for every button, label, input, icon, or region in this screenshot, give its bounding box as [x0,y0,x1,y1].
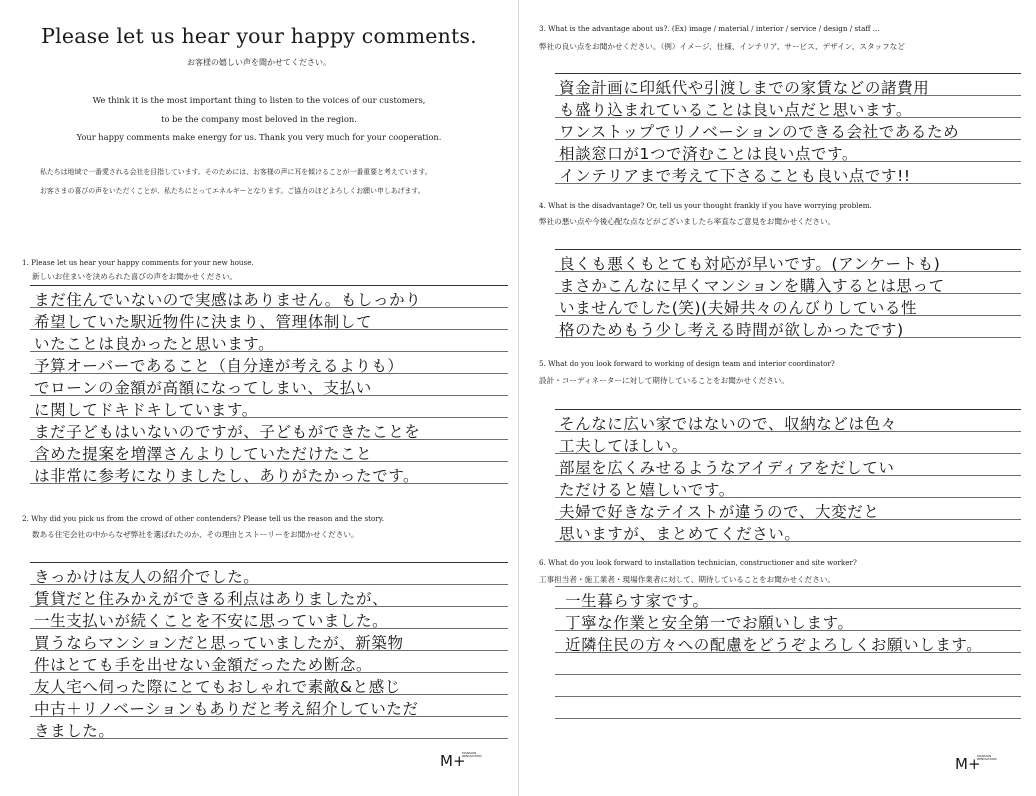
answer-6-line: 一生暮らす家です。 [565,592,709,610]
intro-ja-line-1: 私たちは地域で一番愛される会社を目指しています。そのためには、お客様の声に耳を傾けることが一番重要と考えています。 [40,168,432,176]
intro-line-1: We think it is the most important thing to listen to the voices of our customers, [92,95,426,105]
answer-2-line: 件はとても手を出せない金額だったため断念。 [34,656,373,674]
answer-1-line: まだ住んでいないので実感はありません。もしっかり [34,291,422,309]
logo-text: M+ [955,755,981,773]
question-2-ja: 数ある住宅会社の中からなぜ弊社を選ばれたのか、その理由とストーリーをお聞かせください。 [32,530,359,539]
answer-1-line: いたことは良かったと思います。 [34,335,275,353]
question-5-en: 5. What do you look forward to working of design team and interior coordinator? [539,359,835,368]
intro-line-3: Your happy comments make energy for us. Thank you very much for your cooperation. [76,132,442,142]
answer-5-line: 夫婦で好きなテイストが違うので、大変だと [559,503,880,521]
answer-2-line: 賃貸だと住みかえができる利点はありましたが、 [34,590,389,608]
answer-2-line: 一生支払いが続くことを不安に思っていました。 [34,612,389,630]
question-3-en: 3. What is the advantage about us?. (Ex) image / material / interior / service / design / staff ... [539,24,880,33]
question-1-en: 1. Please let us hear your happy comments for your new house. [22,258,254,267]
answer-1-line: 希望していた駅近物件に決まり、管理体制して [34,313,373,331]
question-4-ja: 弊社の悪い点や今後心配な点などがございましたら率直なご意見をお聞かせください。 [539,217,836,226]
intro-line-2: to be the company most beloved in the region. [161,114,357,124]
answer-1-line: 含めた提案を増澤さんよりしていただけたこと [34,445,373,463]
page-title: Please let us hear your happy comments. [41,24,477,48]
answer-2-line: 買うならマンションだと思っていましたが、新築物 [34,634,404,652]
answer-1-line: は非常に参考になりましたし、ありがたかったです。 [34,467,420,485]
answer-2-line: きました。 [34,722,115,740]
answer-4-line: まさかこんなに早くマンションを購入するとは思って [559,277,945,295]
brand-logo [955,754,997,773]
answer-3-line: 資金計画に印紙代や引渡しまでの家賃などの諸費用 [559,79,930,97]
answer-3-line: ワンストップでリノベーションのできる会社であるため [559,123,960,141]
page-subtitle: お客様の嬉しい声を聞かせてください。 [187,58,331,67]
answer-6-line: 近隣住民の方々への配慮をどうぞよろしくお願いします。 [565,636,983,654]
answer-1-line: まだ子どもはいないのですが、子どもができたことを [34,423,421,441]
answer-4-line: 良くも悪くもとても対応が早いです。(アンケートも) [559,255,941,273]
question-5-ja: 設計・コーディネーターに対して期待していることをお聞かせください。 [539,376,789,385]
answer-2-line: 中古＋リノベーションもありだと考え紹介していただ [34,700,419,718]
question-2-en: 2. Why did you pick us from the crowd of other contenders? Please tell us the reason and the story. [22,514,385,523]
answer-5-line: 部屋を広くみせるようなアイディアをだしてい [559,459,895,477]
intro-ja-line-2: お客さまの喜びの声をいただくことが、私たちにとってエネルギーとなります。ご協力のほどよろしくお願い申しあげます。 [40,187,425,195]
answer-2-line: 友人宅へ伺った際にとてもおしゃれで素敵&と感じ [34,678,401,696]
question-6-ja: 工事担当者・施工業者・現場作業者に対して、期待していることをお聞かせください。 [539,575,835,584]
question-6-en: 6. What do you look forward to installation technician, constructioner and site worker? [539,558,857,567]
answer-1-line: でローンの金額が高額になってしまい、支払い [34,379,372,397]
answer-5-line: そんなに広い家ではないので、収納などは色々 [559,415,897,433]
right-page [518,0,1036,796]
answer-3-line: 相談窓口が1つで済むことは良い点です。 [559,145,859,163]
question-3-ja: 弊社の良い点をお聞かせください。（例）イメージ、仕様、インテリア、サービス、デザイン、スタッフなど [539,42,905,51]
answer-5-line: 思いますが、まとめてください。 [559,525,801,543]
brand-logo [440,751,482,770]
logo-text: M+ [440,752,466,770]
answer-6-line: 丁寧な作業と安全第一でお願いします。 [565,614,854,632]
answer-2-line: きっかけは友人の紹介でした。 [34,568,260,586]
answer-1-line: に関してドキドキしています。 [34,401,258,419]
answer-5-line: ただけると嬉しいです。 [559,481,735,499]
question-4-en: 4. What is the disadvantage? Or, tell us your thought frankly if you have worrying problem. [539,201,872,210]
answer-5-line: 工夫してほしい。 [559,437,688,455]
answer-4-line: いませんでした(笑)(夫婦共々のんびりしている性 [559,299,918,317]
answer-1-line: 予算オーバーであること（自分達が考えるよりも） [34,357,404,375]
logo-tagline: MANSION RENOVATION [462,751,482,759]
answer-3-line: インテリアまで考えて下さることも良い点です!! [559,167,911,185]
logo-tagline: MANSION RENOVATION [977,754,997,762]
answer-3-line: も盛り込まれていることは良い点だと思います。 [559,101,912,119]
answer-4-line: 格のためもう少し考える時間が欲しかったです) [559,321,904,339]
question-1-ja: 新しいお住まいを決められた喜びの声をお聞かせください。 [32,272,238,281]
